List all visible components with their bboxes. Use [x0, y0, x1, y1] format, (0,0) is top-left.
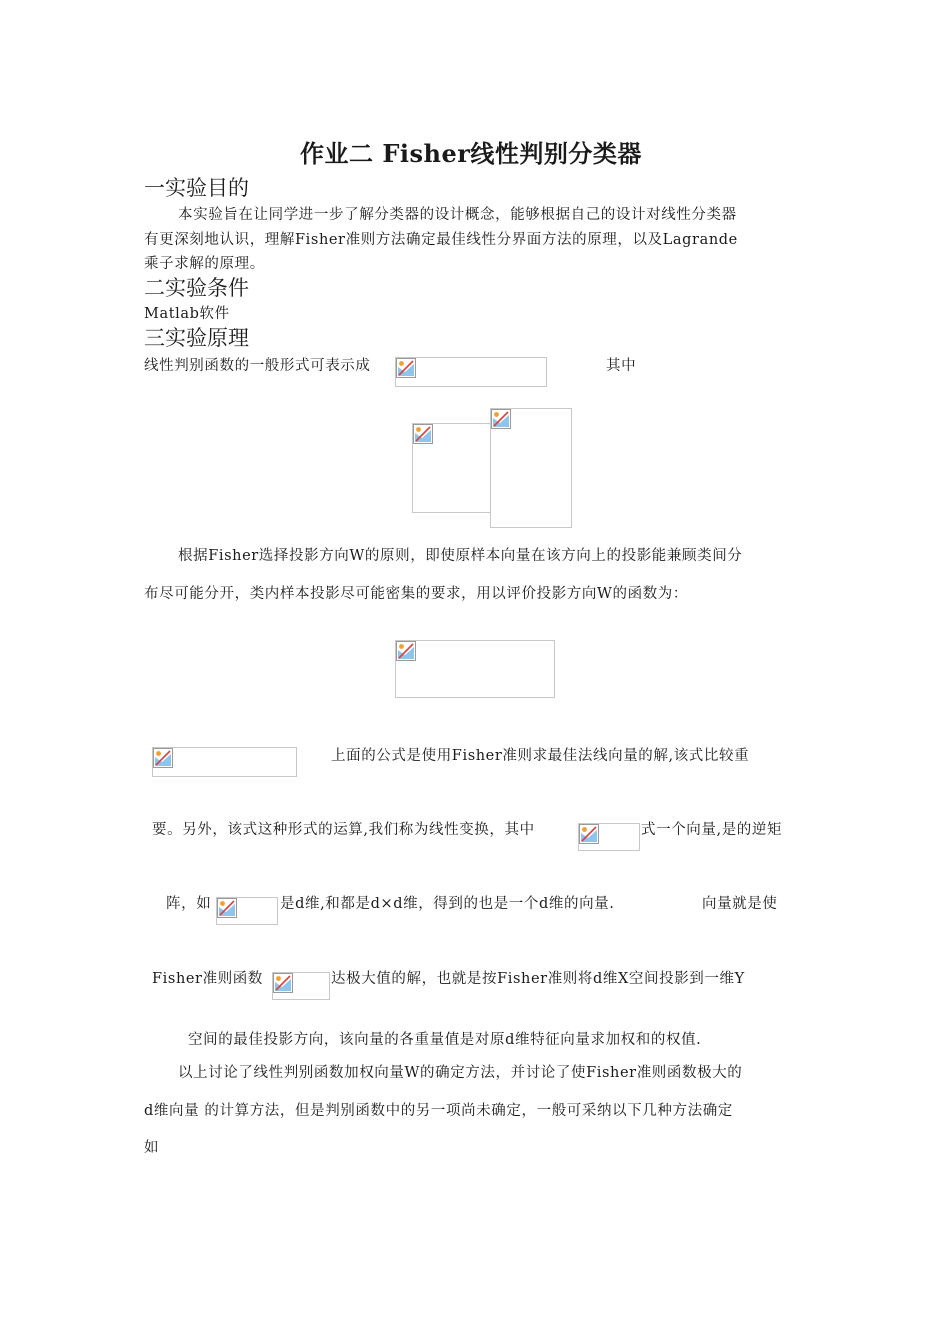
inline-formula-image-3: [272, 972, 330, 1000]
solution-para-line-1: 上面的公式是使用Fisher准则求最佳法线向量的解,该式比较重: [331, 748, 750, 764]
criterion-formula-image: [395, 640, 555, 698]
purpose-line-1: 本实验旨在让同学进一步了解分类器的设计概念，能够根据自己的设计对线性分类器: [178, 207, 737, 223]
formula-intro-text: 线性判别函数的一般形式可表示成: [144, 358, 371, 374]
formula-tail-text: 其中: [606, 358, 637, 374]
broken-image-icon: [396, 358, 416, 378]
purpose-line-2: 有更深刻地认识，理解Fisher准则方法确定最佳线性分界面方法的原理，以及Lagrande: [144, 232, 738, 248]
broken-image-icon: [273, 973, 293, 993]
purpose-line-3: 乘子求解的原理。: [144, 256, 265, 272]
section-heading-conditions: 二实验条件: [144, 276, 249, 300]
fisher-para-line-1: 根据Fisher选择投影方向W的原则，即使原样本向量在该方向上的投影能兼顾类间分: [178, 548, 743, 564]
solution-para-line-2b: 式一个向量,是的逆矩: [641, 822, 783, 838]
solution-para-line-2a: 要。另外，该式这种形式的运算,我们称为线性变换，其中: [152, 822, 535, 838]
summary-line-1: 以上讨论了线性判别函数加权向量W的确定方法，并讨论了使Fisher准则函数极大的: [178, 1065, 743, 1081]
inline-formula-image-1: [578, 823, 640, 851]
solution-para-line-3a: 阵，如: [166, 896, 212, 912]
definition-image-1: [412, 423, 492, 513]
solution-formula-image: [152, 747, 297, 777]
broken-image-icon: [217, 898, 237, 918]
document-title: 作业二 Fisher线性判别分类器: [300, 139, 642, 168]
section-heading-purpose: 一实验目的: [144, 176, 249, 200]
solution-para-line-3b: 是d维,和都是d×d维，得到的也是一个d维的向量.: [280, 896, 615, 912]
summary-line-3: 如: [144, 1140, 160, 1156]
broken-image-icon: [579, 824, 599, 844]
inline-formula-image-2: [216, 897, 278, 925]
broken-image-icon: [413, 424, 433, 444]
summary-line-2: d维向量 的计算方法，但是判别函数中的另一项尚未确定，一般可采纳以下几种方法确定: [144, 1103, 733, 1119]
solution-para-line-4a: Fisher准则函数: [152, 971, 263, 987]
definition-image-2: [490, 408, 572, 528]
broken-image-icon: [491, 409, 511, 429]
fisher-para-line-2: 布尽可能分开，类内样本投影尽可能密集的要求，用以评价投影方向W的函数为：: [144, 586, 689, 602]
section-heading-principle: 三实验原理: [144, 326, 249, 350]
broken-image-icon: [153, 748, 173, 768]
solution-para-line-4b: 达极大值的解，也就是按Fisher准则将d维X空间投影到一维Y: [331, 971, 745, 987]
broken-image-icon: [396, 641, 416, 661]
solution-para-line-3c: 向量就是使: [702, 896, 778, 912]
solution-para-line-5: 空间的最佳投影方向，该向量的各重量值是对原d维特征向量求加权和的权值.: [188, 1032, 702, 1048]
formula-image: [395, 357, 547, 387]
conditions-text: Matlab软件: [144, 306, 230, 322]
